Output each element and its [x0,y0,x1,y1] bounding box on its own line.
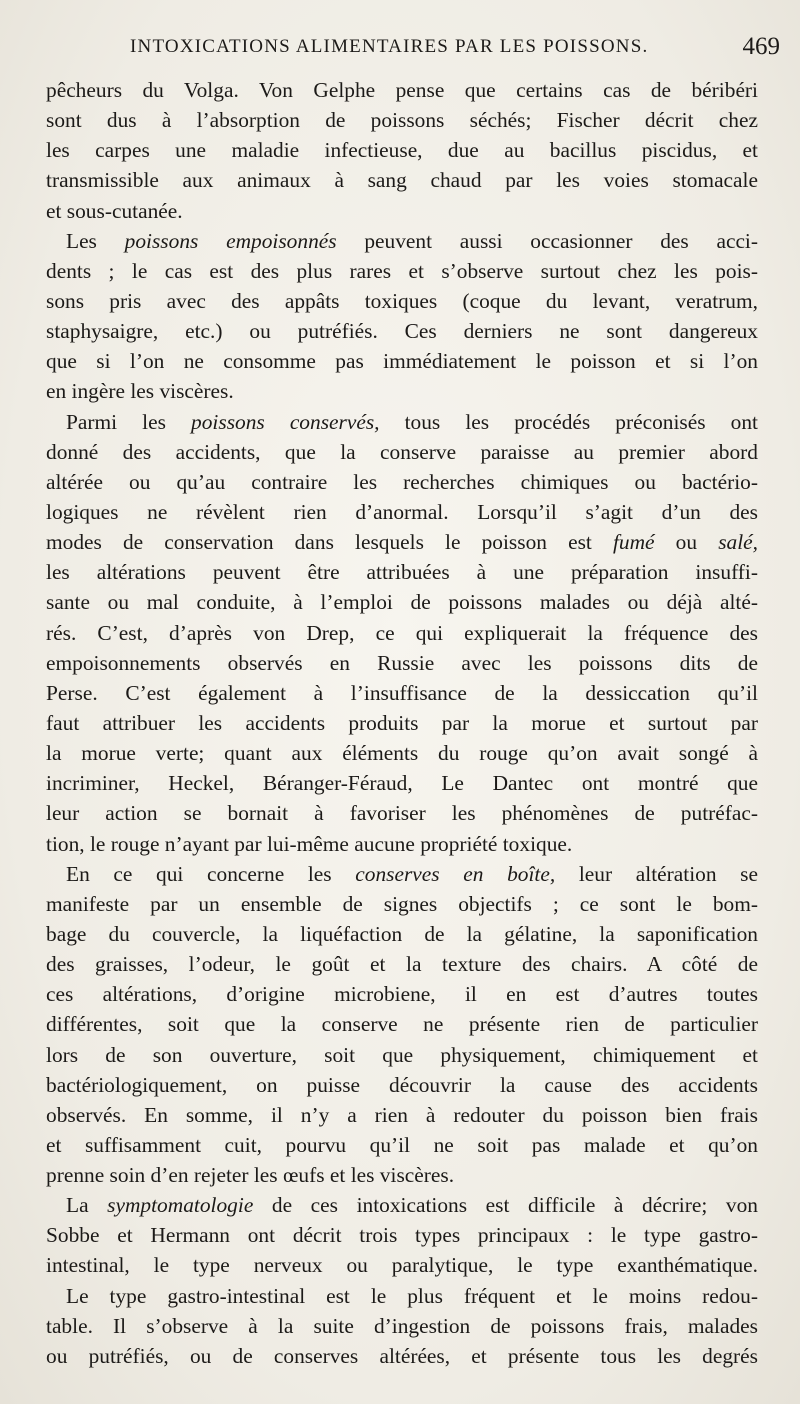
text-line: pêcheurs du Volga. Von Gelphe pense que certains cas de béribéri [46,78,758,102]
text-line [46,226,758,256]
text-line: transmissible aux animaux à sang chaud par les voies stomacale [46,168,758,193]
text-line: manifeste par un ensemble de signes objectifs ; ce sont le bom- [46,891,758,916]
text-line: la morue verte; quant aux éléments du rouge qu’on avait songé à [46,741,758,766]
italic-term: symptomatologie [107,1193,254,1218]
text-line [46,859,758,889]
text-line: rés. C’est, d’après von Drep, ce qui expliquerait la fréquence des [46,620,758,645]
body-text [46,75,758,1371]
text-line [46,407,758,437]
text-line: que si l’on ne consomme pas immédiatement le poisson et si l’on [46,349,758,374]
text-line: lors de son ouverture, soit que physiquement, chimiquement et [46,1042,758,1067]
text-line: observés. En somme, il n’y a rien à redouter du poisson bien frais [46,1102,758,1127]
text-line: en ingère les viscères. [46,379,234,404]
text-line: et suffisamment cuit, pourvu qu’il ne soit pas malade et qu’on [46,1132,758,1157]
text-line: incriminer, Heckel, Béranger-Féraud, Le Dantec ont montré que [46,771,758,796]
text-segment: Parmi les [66,409,192,434]
italic-term: salé, [718,530,758,555]
text-line: altérée ou qu’au contraire les recherches chimiques ou bactério- [46,469,758,494]
text-line: logiques ne révèlent rien d’anormal. Lorsqu’il s’agit d’un des [46,499,758,524]
text-line: empoisonnements observés en Russie avec les poissons dits de [46,650,758,675]
page-header [130,33,780,66]
text-segment: modes de conservation dans lesquels le poisson est [46,530,613,555]
text-segment: En ce qui concerne les [66,861,356,886]
text-line: ces altérations, d’origine microbiene, il en est d’autres toutes [46,982,758,1007]
text-line: les carpes une maladie infectieuse, due au bacillus piscidus, et [46,138,758,163]
italic-term: fumé [612,530,655,555]
text-segment: Les [66,228,125,253]
text-line: des graisses, l’odeur, le goût et la texture des chairs. A côté de [46,952,758,977]
text-line: leur action se bornait à favoriser les phénomènes de putréfac- [46,801,758,826]
text-line: les altérations peuvent être attribuées à une préparation insuffi- [46,560,758,585]
text-line: prenne soin d’en rejeter les œufs et les viscères. [46,1163,455,1188]
text-segment: ou [654,530,719,555]
text-line: sante ou mal conduite, à l’emploi de poissons malades ou déjà alté- [46,590,758,615]
running-head: INTOXICATIONS ALIMENTAIRES PAR LES POISSONS. [130,36,649,57]
text-line [46,527,758,557]
text-line: tion, le rouge n’ayant par lui-même aucune propriété toxique. [46,831,573,856]
text-line: différentes, soit que la conserve ne présente rien de particulier [46,1012,758,1037]
text-segment: de ces intoxications est difficile à décrire; von [253,1193,758,1218]
text-line: sont dus à l’absorption de poissons séchés; Fischer décrit chez [46,108,758,133]
text-segment: tous les procédés préconisés ont [379,409,758,434]
text-line: Le type gastro-intestinal est le plus fréquent et le moins redou- [66,1283,758,1308]
text-segment: peuvent aussi occasionner des acci- [336,228,759,253]
text-line: Perse. C’est également à l’insuffisance de la dessiccation qu’il [46,680,758,705]
text-line [46,1190,758,1220]
text-line: intestinal, le type nerveux ou paralytique, le type exanthématique. [46,1253,758,1278]
text-line: faut attribuer les accidents produits par la morue et surtout par [46,710,758,735]
text-line: Sobbe et Hermann ont décrit trois types principaux : le type gastro- [46,1223,758,1248]
text-line: table. Il s’observe à la suite d’ingestion de poissons frais, malades [46,1313,758,1338]
text-line: staphysaigre, etc.) ou putréfiés. Ces derniers ne sont dangereux [46,319,758,344]
text-line: bage du couvercle, la liquéfaction de la gélatine, la saponification [46,921,758,946]
page-number: 469 [742,33,780,60]
italic-term: poissons empoisonnés [124,228,337,253]
italic-term: poissons conservés, [191,409,380,434]
italic-term: conserves en boîte, [355,861,556,886]
text-line: et sous-cutanée. [46,198,183,223]
text-line: ou putréfiés, ou de conserves altérées, et présente tous les degrés [46,1343,758,1368]
text-line: donné des accidents, que la conserve paraisse au premier abord [46,439,758,464]
text-line: bactériologiquement, on puisse découvrir la cause des accidents [46,1072,758,1097]
text-line: sons pris avec des appâts toxiques (coque du levant, veratrum, [46,288,758,313]
text-segment: leur altération se [555,861,758,886]
text-line: dents ; le cas est des plus rares et s’observe surtout chez les pois- [46,258,758,283]
text-segment: La [66,1193,108,1218]
